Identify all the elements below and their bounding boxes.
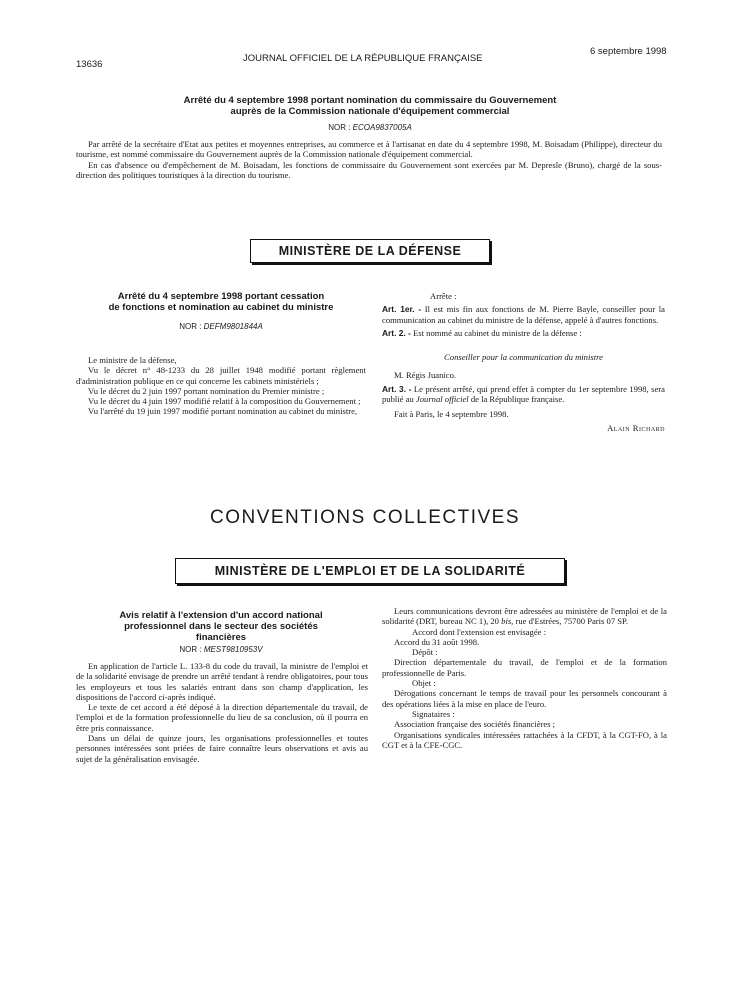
signataires-label: Signataires : <box>412 708 455 719</box>
article-3: Art. 3. - Le présent arrêté, qui prend effet à compter du 1er septembre 1998, sera publié au Journal officiel de la République française. <box>382 383 665 405</box>
signataires-value: Organisations syndicales intéressées rattachées à la CFDT, à la CGT-FO, à la CGT et à la CFE-CGC. <box>382 729 667 750</box>
communications-para: Leurs communications devront être adressées au ministère de l'emploi et de la solidarité (DRT, bureau NC 1), 20 bis, rue d'Estrées, 75700 Paris 07 SP. <box>382 606 667 627</box>
signataires-value: Association française des sociétés financières ; <box>394 719 556 730</box>
section2-right-body <box>382 291 665 433</box>
depot-value: Direction départementale du travail, de l'emploi et de la formation professionnelle de Paris. <box>382 657 667 678</box>
ministry-defense-banner: MINISTÈRE DE LA DÉFENSE <box>250 239 490 263</box>
objet-value: Dérogations concernant le temps de travail pour les personnels concourant à des opérations liées à la mise en place de l'euro. <box>382 688 667 709</box>
accord-value: Accord du 31 août 1998. <box>394 636 480 647</box>
section1-nor: NOR : ECOA9837005A <box>328 123 412 132</box>
section3-para: En application de l'article L. 133-8 du code du travail, la ministre de l'emploi et de la solidarité envisage de prendre un arrêté tendant à rendre obligatoires, pour tous les employeurs et tous les salariés entrant dans son champ d'application, les dispositions de l'accord ci-après indiqué. <box>76 661 368 702</box>
section3-para: Dans un délai de quinze jours, les organisations professionnelles et toutes personnes intéressées sont priées de faire connaître leurs observations et avis au sujet de la généralisation envisagée. <box>76 733 368 764</box>
objet-label: Objet : <box>412 678 436 689</box>
depot-label: Dépôt : <box>412 647 438 658</box>
section3-left-body <box>76 661 368 764</box>
ministry-emploi-banner: MINISTÈRE DE L'EMPLOI ET DE LA SOLIDARITÉ <box>175 558 565 584</box>
done-line: Fait à Paris, le 4 septembre 1998. <box>394 409 509 420</box>
role-title: Conseiller pour la communication du ministre <box>444 352 603 363</box>
signature: Alain Richard <box>607 422 665 433</box>
section2-left-body <box>76 355 366 417</box>
vu-item: Vu l'arrêté du 19 juin 1997 modifié portant nomination au cabinet du ministre, <box>88 406 358 417</box>
vu-item: Vu le décret n° 48-1233 du 28 juillet 1948 modifié portant règlement d'administration publique en ce qui concerne les cabinets ministériels ; <box>76 365 366 386</box>
section2-nor: NOR : DEFM9801844A <box>179 322 263 331</box>
journal-title: JOURNAL OFFICIEL DE LA RÉPUBLIQUE FRANÇAISE <box>243 53 483 64</box>
intro-line: Le ministre de la défense, <box>88 355 177 365</box>
page-date: 6 septembre 1998 <box>590 46 667 57</box>
section1-para: En cas d'absence ou d'empêchement de M. Boisadam, les fonctions de commissaire du Gouvernement sont exercées par M. Depresle (Bruno), chargé de la sous-direction des politiques touristiques à la direction du tourisme. <box>76 159 662 180</box>
accord-label: Accord dont l'extension est envisagée : <box>412 626 546 637</box>
section3-title: Avis relatif à l'extension d'un accord national professionnel dans le secteur des sociétés financières <box>119 610 323 643</box>
vu-item: Vu le décret du 4 juin 1997 modifié relatif à la composition du Gouvernement ; <box>88 396 361 407</box>
section3-nor: NOR : MEST9810953V <box>179 645 263 654</box>
page-number: 13636 <box>76 59 103 70</box>
section2-title: Arrêté du 4 septembre 1998 portant cessation de fonctions et nomination au cabinet du ministre <box>108 291 334 313</box>
article-2: Art. 2. - Est nommé au cabinet du ministre de la défense : <box>382 327 582 338</box>
section1-body <box>76 139 662 180</box>
section1-para: Par arrêté de la secrétaire d'Etat aux petites et moyennes entreprises, au commerce et à l'artisanat en date du 4 septembre 1998, M. Boisadam (Philippe), directeur du tourisme, est nommé commissaire du Gouvernement auprès de la Commission nationale d'équipement commercial. <box>76 139 662 160</box>
arrete-line: Arrête : <box>430 291 457 301</box>
conventions-heading: CONVENTIONS COLLECTIVES <box>209 507 521 528</box>
vu-item: Vu le décret du 2 juin 1997 portant nomination du Premier ministre ; <box>88 385 325 396</box>
article-1: Art. 1er. - Il est mis fin aux fonctions de M. Pierre Bayle, conseiller pour la communication au cabinet du ministre de la défense, appelé à d'autres fonctions. <box>382 304 666 325</box>
appointee: M. Régis Juanico. <box>394 370 457 381</box>
section3-right-body <box>382 606 667 750</box>
section3-para: Le texte de cet accord a été déposé à la direction départementale du travail, de l'emploi et de la formation professionnelle du lieu de sa conclusion, où il pourra en être pris connaissance. <box>76 702 368 733</box>
section1-title: Arrêté du 4 septembre 1998 portant nomination du commissaire du Gouvernement auprès de la Commission nationale d'équipement commercial <box>183 95 557 117</box>
